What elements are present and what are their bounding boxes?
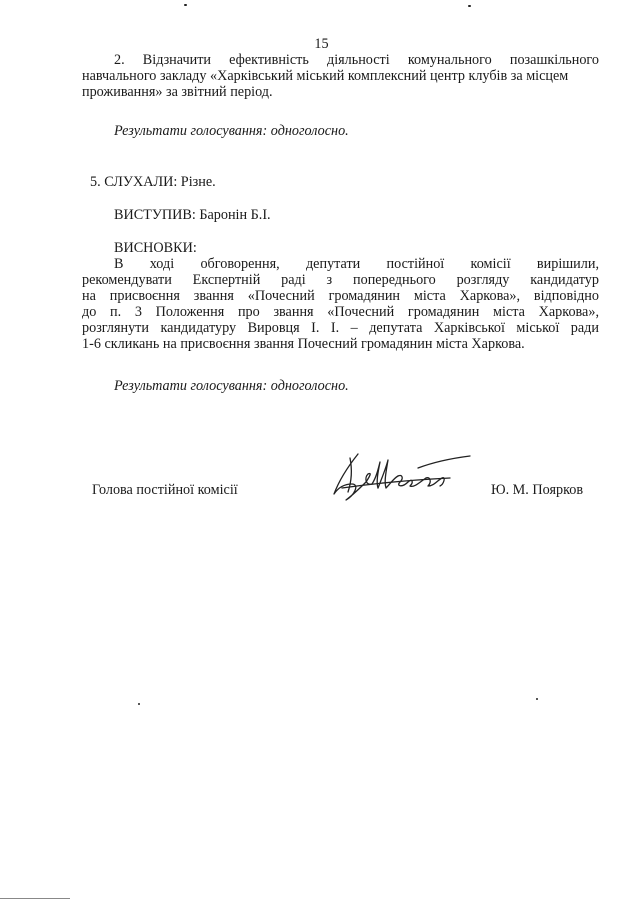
conclusions-line: 1-6 скликань на присвоєння звання Почесний громадянин міста Харкова. — [82, 336, 525, 352]
conclusions-line: В ході обговорення, депутати постійної комісії вирішили, — [114, 256, 599, 272]
scan-speck — [468, 5, 471, 7]
page-number: 15 — [314, 36, 329, 52]
handwritten-signature — [330, 448, 475, 510]
signatory-position: Голова постійної комісії — [92, 482, 238, 498]
item-2-line: 2. Відзначити ефективність діяльності комунального позашкільного — [114, 52, 599, 68]
conclusions-line: до п. 3 Положення про звання «Почесний громадянин міста Харкова», — [82, 304, 599, 320]
conclusions-line: на присвоєння звання «Почесний громадянин міста Харкова», відповідно — [82, 288, 599, 304]
voting-result-1: Результати голосування: одноголосно. — [114, 123, 349, 139]
conclusions — [82, 240, 599, 352]
voting-result-2: Результати голосування: одноголосно. — [114, 378, 349, 394]
conclusions-line: рекомендувати Експертній раді з попереднього розгляду кандидатур — [82, 272, 599, 288]
scan-speck — [138, 703, 140, 705]
scan-speck — [536, 698, 538, 700]
item-2-line: навчального закладу «Харківський міський комплексний центр клубів за місцем — [82, 68, 569, 84]
item-2-paragraph — [82, 52, 599, 100]
conclusions-line: розглянути кандидатуру Вировця І. І. – депутата Харківської міської ради — [82, 320, 599, 336]
scan-edge-line — [0, 898, 70, 899]
conclusions-heading: ВИСНОВКИ: — [114, 240, 197, 256]
signatory-name: Ю. М. Поярков — [491, 482, 584, 498]
scan-speck — [184, 4, 187, 6]
section-5-heard: 5. СЛУХАЛИ: Різне. — [90, 174, 216, 190]
section-5-speaker: ВИСТУПИВ: Баронін Б.І. — [114, 207, 271, 223]
item-2-line: проживання» за звітний період. — [82, 84, 273, 100]
